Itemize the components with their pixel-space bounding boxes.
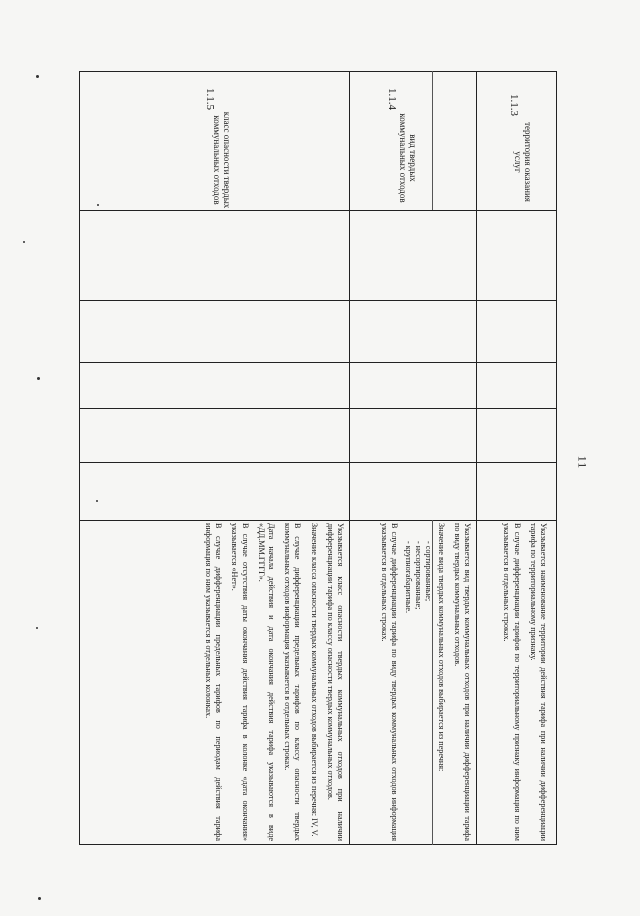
scan-speck <box>37 377 40 380</box>
scan-speck <box>97 204 99 206</box>
scan-speck <box>36 75 39 78</box>
row-divider <box>79 300 557 301</box>
row-separator <box>432 71 433 210</box>
list-item: - крупногабаритные. <box>403 541 413 614</box>
list-item: - сортированные; <box>424 541 434 602</box>
description-paragraph: Дата начала действия и дата окончания действия тарифа указываются в виде «ДД.ММ.ГГГГ». <box>256 523 276 841</box>
description-paragraph: Указывается вид твердых коммунальных отходов при наличии дифференциации тарифа по виду твердых коммунальных отходов. <box>452 523 472 841</box>
description-paragraph: Указывается класс опасности твердых коммунальных отходов при наличии дифференциации тарифа по классу опасности твердых коммунальных отходов. <box>325 523 345 841</box>
row-name: территория оказания услуг <box>513 122 533 202</box>
description-paragraph: Значение класса опасности твердых коммунальных отходов выбирается из перечня: IV, V. <box>309 523 319 837</box>
row-number: 1.1.4 <box>386 88 398 110</box>
row-divider <box>79 362 557 363</box>
row-divider <box>79 210 557 211</box>
list-item: - несортированные; <box>414 541 424 610</box>
scan-speck <box>23 241 25 243</box>
description-paragraph: В случае дифференциации тарифа по виду твердых коммунальных отходов информация указывается в отдельных строках. <box>379 523 399 841</box>
description-paragraph: В случае дифференциации предельных тарифов по периодам действия тарифа информация по ним указывается в отдельных колонках. <box>203 523 224 841</box>
description-paragraph: В случае дифференциации предельных тарифов по классу опасности твердых коммунальных отходов информация указывается в отдельных строках. <box>283 523 303 841</box>
description-paragraph: Указывается наименование территории действия тарифа при наличии дифференциации тарифа по территориальному признаку. <box>528 523 548 841</box>
description-paragraph: В случае отсутствия даты окончания действия тарифа в колонке «дата окончания» указывается «Нет». <box>230 523 250 841</box>
row-number: 1.1.5 <box>204 88 216 110</box>
row-divider <box>79 462 557 463</box>
page-number: 11 <box>575 455 590 470</box>
row-separator <box>476 71 477 845</box>
scan-speck <box>36 627 38 629</box>
row-name: класс опасности твердых коммунальных отходов <box>212 111 232 209</box>
description-paragraph: Значение вида твердых коммунальных отходов выбирается из перечня: <box>436 523 446 772</box>
row-name: вид твердых коммунальных отходов <box>398 113 418 203</box>
row-description <box>352 523 472 841</box>
scan-speck <box>96 500 98 502</box>
description-paragraph: В случае дифференциации тарифов по территориальному признаку информация по ним указывается в отдельных строках. <box>502 523 522 841</box>
row-separator <box>349 71 350 845</box>
row-description <box>482 523 548 841</box>
scan-speck <box>38 897 41 900</box>
row-divider <box>79 408 557 409</box>
row-number: 1.1.3 <box>508 94 520 116</box>
row-divider <box>79 520 557 521</box>
row-description <box>81 523 345 841</box>
